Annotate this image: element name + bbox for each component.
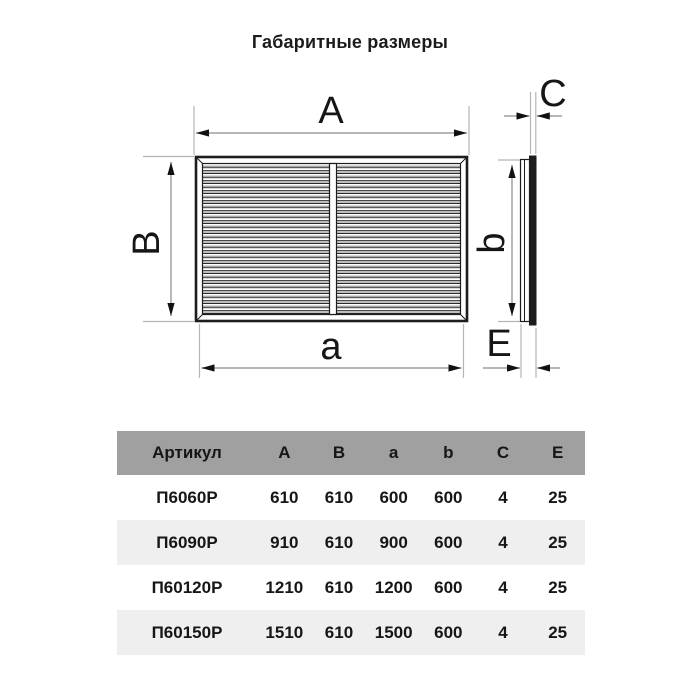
cell-C: 4 [498, 532, 508, 552]
dim-label-a: a [320, 326, 342, 368]
cell-E: 25 [548, 622, 568, 642]
dim-label-b: b [471, 232, 513, 254]
table-row [117, 475, 585, 520]
cell-article: П60120Р [151, 577, 223, 597]
col-header-A: A [278, 443, 291, 462]
table-header-row [117, 431, 585, 475]
front-view [126, 90, 469, 378]
dim-label-E: E [486, 323, 512, 365]
cell-C: 4 [498, 487, 508, 507]
cell-A: 610 [270, 487, 299, 507]
side-view [471, 73, 567, 378]
cell-article: П6060Р [156, 487, 218, 507]
cell-article: П6090Р [156, 532, 218, 552]
table-row [117, 610, 585, 655]
grille-center-divider [330, 164, 337, 315]
cell-C: 4 [498, 577, 508, 597]
col-header-B: B [332, 443, 346, 462]
dim-label-C: C [539, 73, 567, 115]
cell-C: 4 [498, 622, 508, 642]
cell-a: 1200 [374, 577, 413, 597]
extension-lines-C [531, 92, 536, 154]
cell-E: 25 [548, 577, 568, 597]
cell-B: 610 [324, 532, 354, 552]
cell-A: 1210 [265, 577, 304, 597]
cell-a: 600 [379, 487, 408, 507]
dim-label-B: B [126, 230, 168, 256]
cell-B: 610 [324, 577, 354, 597]
col-header-a: a [388, 443, 399, 462]
cell-b: 600 [434, 487, 463, 507]
cell-B: 610 [324, 487, 354, 507]
cell-A: 910 [270, 532, 299, 552]
cell-E: 25 [548, 532, 568, 552]
cell-b: 600 [434, 622, 463, 642]
dim-label-A: A [318, 90, 344, 132]
cell-E: 25 [548, 487, 568, 507]
grille-side-profile [521, 156, 537, 326]
col-header-E: E [551, 443, 564, 462]
cell-a: 900 [379, 532, 408, 552]
spec-table [117, 431, 585, 655]
table-row [117, 565, 585, 610]
cell-a: 1500 [374, 622, 413, 642]
col-header-article: Артикул [152, 443, 222, 462]
cell-A: 1510 [265, 622, 304, 642]
cell-article: П60150Р [151, 622, 223, 642]
page-title: Габаритные размеры [251, 32, 449, 52]
cell-b: 600 [434, 577, 463, 597]
extension-lines-E [521, 324, 536, 378]
cell-b: 600 [434, 532, 463, 552]
table-row [117, 520, 585, 565]
grille-front [196, 157, 467, 321]
cell-B: 610 [324, 622, 354, 642]
col-header-b: b [443, 443, 454, 462]
col-header-C: C [496, 443, 510, 462]
